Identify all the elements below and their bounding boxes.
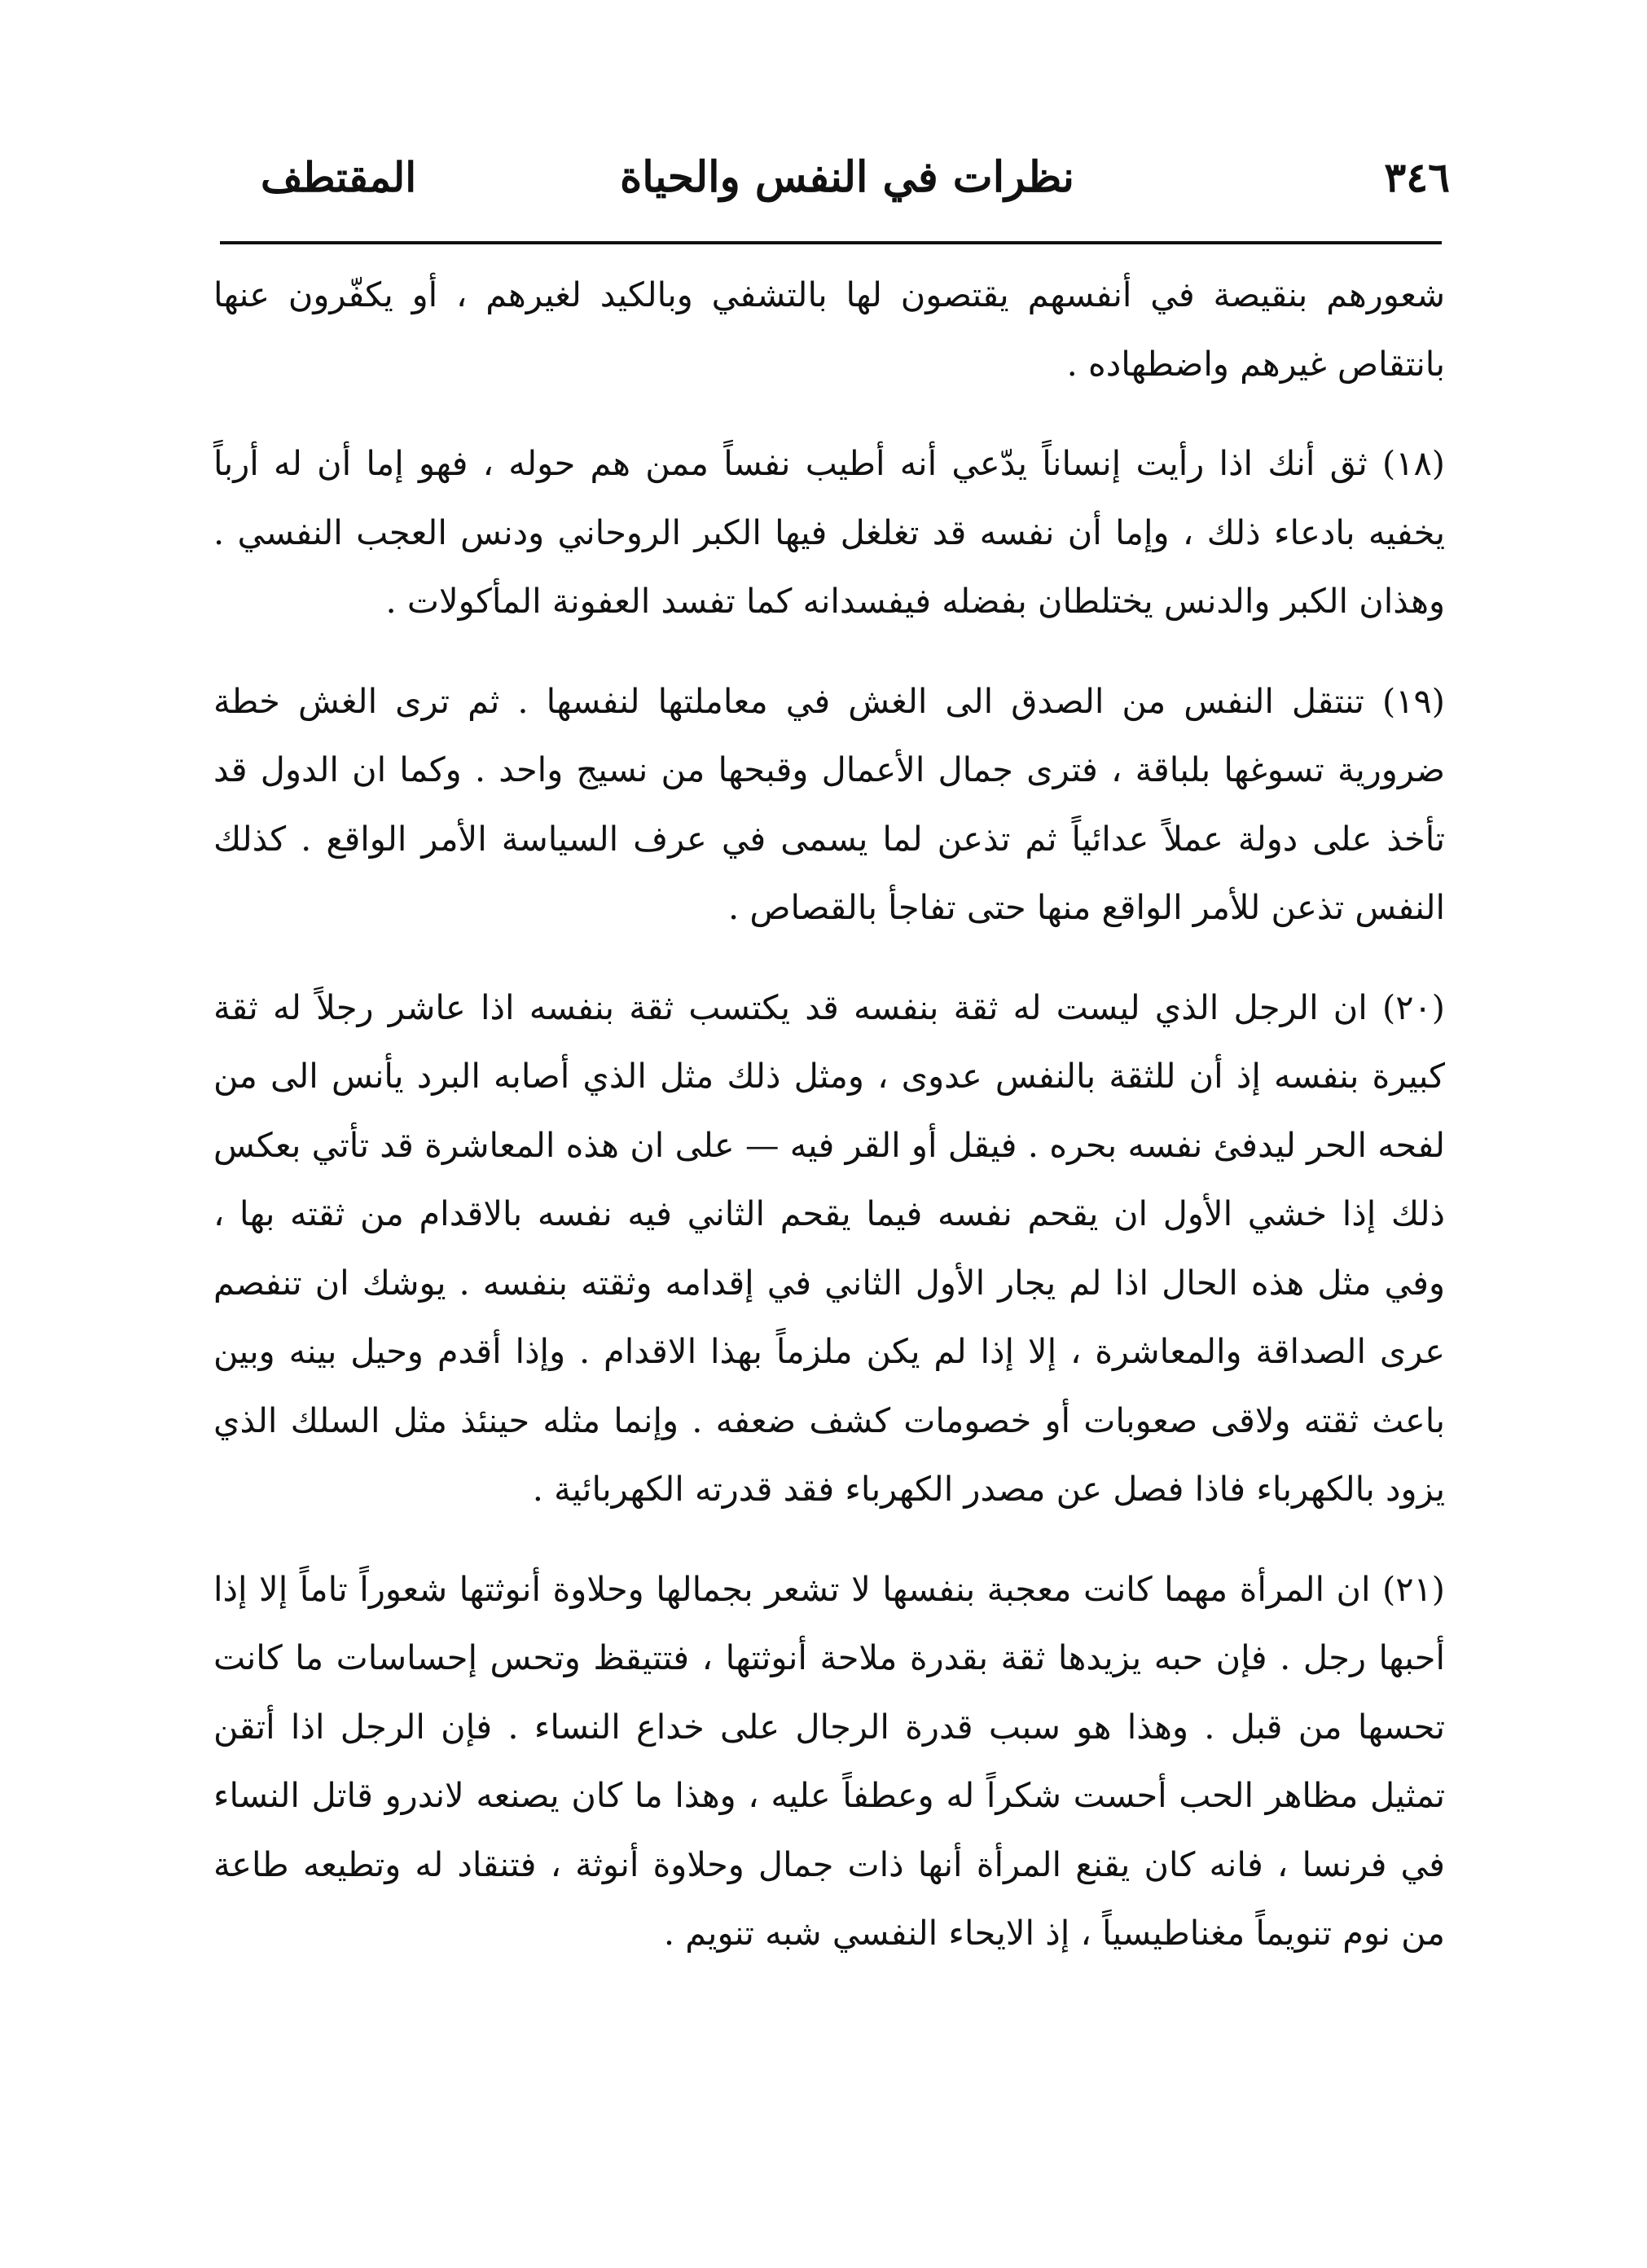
running-title: نظرات في النفس والحياة bbox=[619, 152, 1075, 202]
paragraph-21: (٢١) ان المرأة مهما كانت معجبة بنفسها لا تشعر بجمالها وحلاوة أنوثتها شعوراً تاماً إلا إذا أحبها رجل . فإن حبه يزيدها ثقة بقدرة ملاحة أنوثتها ، فتتيقظ وتحس إحساسات ما كانت تحسها من قبل . وهذا هو سبب قدرة الرجال على خداع النساء . فإن الرجل اذا أتقن تمثيل مظاهر الحب أحست شكراً له وعطفاً عليه ، وهذا ما كان يصنعه لاندرو قاتل النساء في فرنسا ، فانه كان يقنع المرأة أنها ذات جمال وحلاوة أنوثة ، فتنقاد له وتطيعه طاعة من نوم تنويماً مغناطيسياً ، إذ الايحاء النفسي شبه تنويم . bbox=[213, 1568, 1445, 1953]
page-header bbox=[244, 145, 1450, 210]
article-body bbox=[213, 261, 1445, 1999]
paragraph-18: (١٨) ثق أنك اذا رأيت إنساناً يدّعي أنه أطيب نفساً ممن هم حوله ، فهو إما أن له أرباً يخفيه بادعاء ذلك ، وإما أن نفسه قد تغلغل فيها الكبر الروحاني ودنس العجب النفسي . وهذان الكبر والدنس يختلطان بفضله فيفسدانه كما تفسد العفونة المأكولات . bbox=[213, 443, 1445, 621]
paragraph-19: (١٩) تنتقل النفس من الصدق الى الغش في معاملتها لنفسها . ثم ترى الغش خطة ضرورية تسوغها بلباقة ، فترى جمال الأعمال وقبحها من نسيج واحد . وكما ان الدول قد تأخذ على دولة عملاً عدائياً ثم تذعن لما يسمى في عرف السياسة الأمر الواقع . كذلك النفس تذعن للأمر الواقع منها حتى تفاجأ بالقصاص . bbox=[213, 680, 1445, 927]
header-rule bbox=[220, 241, 1442, 244]
paragraph-20: (٢٠) ان الرجل الذي ليست له ثقة بنفسه قد يكتسب ثقة بنفسه اذا عاشر رجلاً له ثقة كبيرة بنفسه إذ أن للثقة بالنفس عدوى ، ومثل ذلك مثل الذي أصابه البرد يأنس الى من لفحه الحر ليدفئ نفسه بحره . فيقل أو القر فيه — على ان هذه المعاشرة قد تأتي بعكس ذلك إذا خشي الأول ان يقحم نفسه فيما يقحم الثاني فيه نفسه بالاقدام من ثقته بها ، وفي مثل هذه الحال اذا لم يجار الأول الثاني في إقدامه وثقته بنفسه . يوشك ان تنفصم عرى الصداقة والمعاشرة ، إلا إذا لم يكن ملزماً بهذا الاقدام . وإذا أقدم وحيل بينه وبين باعث ثقته ولاقى صعوبات أو خصومات كشف ضعفه . وإنما مثله حينئذ مثل السلك الذي يزود بالكهرباء فاذا فصل عن مصدر الكهرباء فقد قدرته الكهربائية . bbox=[213, 987, 1445, 1509]
paragraph-continuation: شعورهم بنقيصة في أنفسهم يقتصون لها بالتشفي وبالكيد لغيرهم ، أو يكفّرون عنها بانتقاص غيرهم واضطهاده . bbox=[213, 275, 1445, 384]
journal-name: المقتطف bbox=[261, 153, 417, 201]
page-number: ٣٤٦ bbox=[1384, 153, 1450, 201]
